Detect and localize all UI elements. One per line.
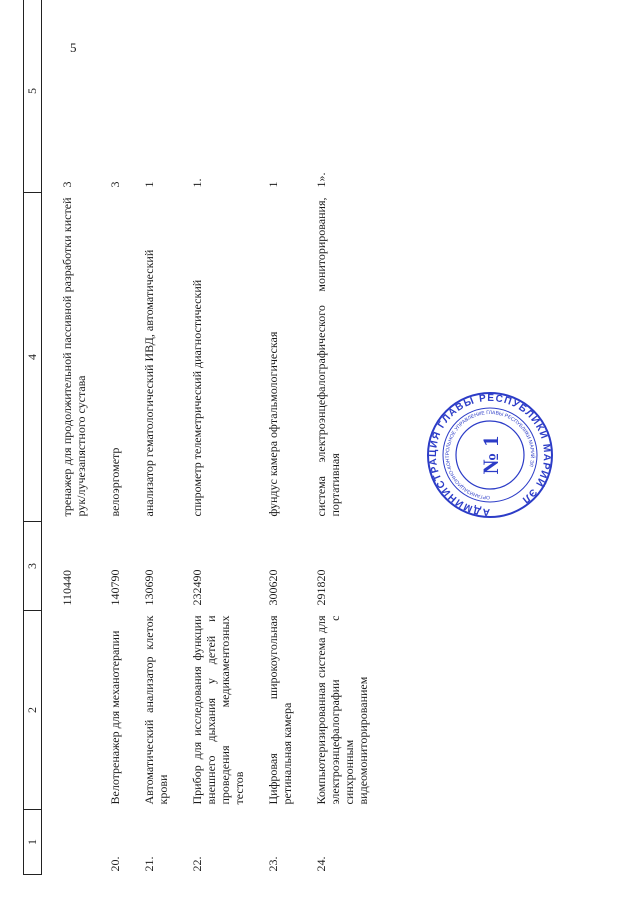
- equipment-name: [42, 611, 105, 810]
- stamp-center-text: № 1: [478, 435, 503, 475]
- equipment-name: Велотренажер для механотерапии: [108, 630, 122, 805]
- row-number: 21.: [142, 856, 156, 872]
- page-number: 5: [70, 40, 77, 55]
- equipment-name: Компьютеризированная система для электроэнцефалографии с синхронным видеомониторированием: [314, 615, 370, 805]
- equipment-quantity: 3: [60, 181, 74, 188]
- table-row: [310, 0, 386, 875]
- equipment-type: система электроэнцефалографического мониторирования, портативная: [314, 197, 342, 517]
- row-number: 23.: [266, 856, 280, 872]
- row-number: 20.: [108, 856, 122, 872]
- equipment-name: Прибор для исследования функции внешнего дыхания у детей и проведения медикаментозных тестов: [190, 615, 246, 805]
- equipment-name: Автоматический анализатор клеток крови: [142, 615, 170, 805]
- equipment-table: [23, 0, 386, 875]
- stamp-seal-icon: [425, 390, 555, 520]
- row-number: 22.: [190, 856, 204, 872]
- table-header-row: [24, 0, 42, 875]
- equipment-name: Цифровая широкоугольная ретинальная камера: [266, 615, 294, 805]
- equipment-code: 110440: [60, 569, 74, 606]
- stamp-inner-text: ОРГАНИЗАЦИОННО-КОНТРОЛЬНОЕ УПРАВЛЕНИЕ ГЛАВЫ РЕСПУБЛИКИ МАРИЙ ЭЛ: [444, 409, 536, 501]
- column-header-3: 3: [24, 522, 42, 611]
- column-header-4: 4: [24, 193, 42, 522]
- equipment-code: 130690: [142, 569, 156, 606]
- equipment-code: 140790: [108, 569, 122, 606]
- equipment-type: велоэргометр: [108, 447, 122, 517]
- table-row: [42, 0, 105, 875]
- equipment-type: анализатор гематологический ИВД, автоматический: [142, 249, 156, 517]
- equipment-quantity: 1.: [190, 178, 204, 188]
- row-number: [42, 810, 105, 875]
- equipment-code: 300620: [266, 569, 280, 606]
- equipment-type: спирометр телеметрический диагностический: [190, 279, 204, 517]
- equipment-quantity: 1».: [314, 172, 328, 188]
- equipment-code: 291820: [314, 569, 328, 606]
- official-stamp: [425, 390, 555, 520]
- column-header-2: 2: [24, 611, 42, 810]
- column-header-1: 1: [24, 810, 42, 875]
- row-number: 24.: [314, 856, 328, 872]
- equipment-quantity: 1: [266, 181, 280, 188]
- equipment-type: тренажер для продолжительной пассивной разработки кистей рук/лучезапястного сустава: [60, 197, 88, 517]
- table-row: [262, 0, 310, 875]
- table-row: [186, 0, 262, 875]
- equipment-type: фундус камера офтальмологическая: [266, 331, 280, 517]
- stamp-outer-text: АДМИНИСТРАЦИЯ ГЛАВЫ РЕСПУБЛИКИ МАРИЙ ЭЛ: [427, 392, 553, 518]
- equipment-quantity: 1: [142, 181, 156, 188]
- column-header-5: 5: [24, 0, 42, 193]
- equipment-quantity: 3: [108, 181, 122, 188]
- table-row: [104, 0, 138, 875]
- table-row: [138, 0, 186, 875]
- equipment-code: 232490: [190, 569, 204, 606]
